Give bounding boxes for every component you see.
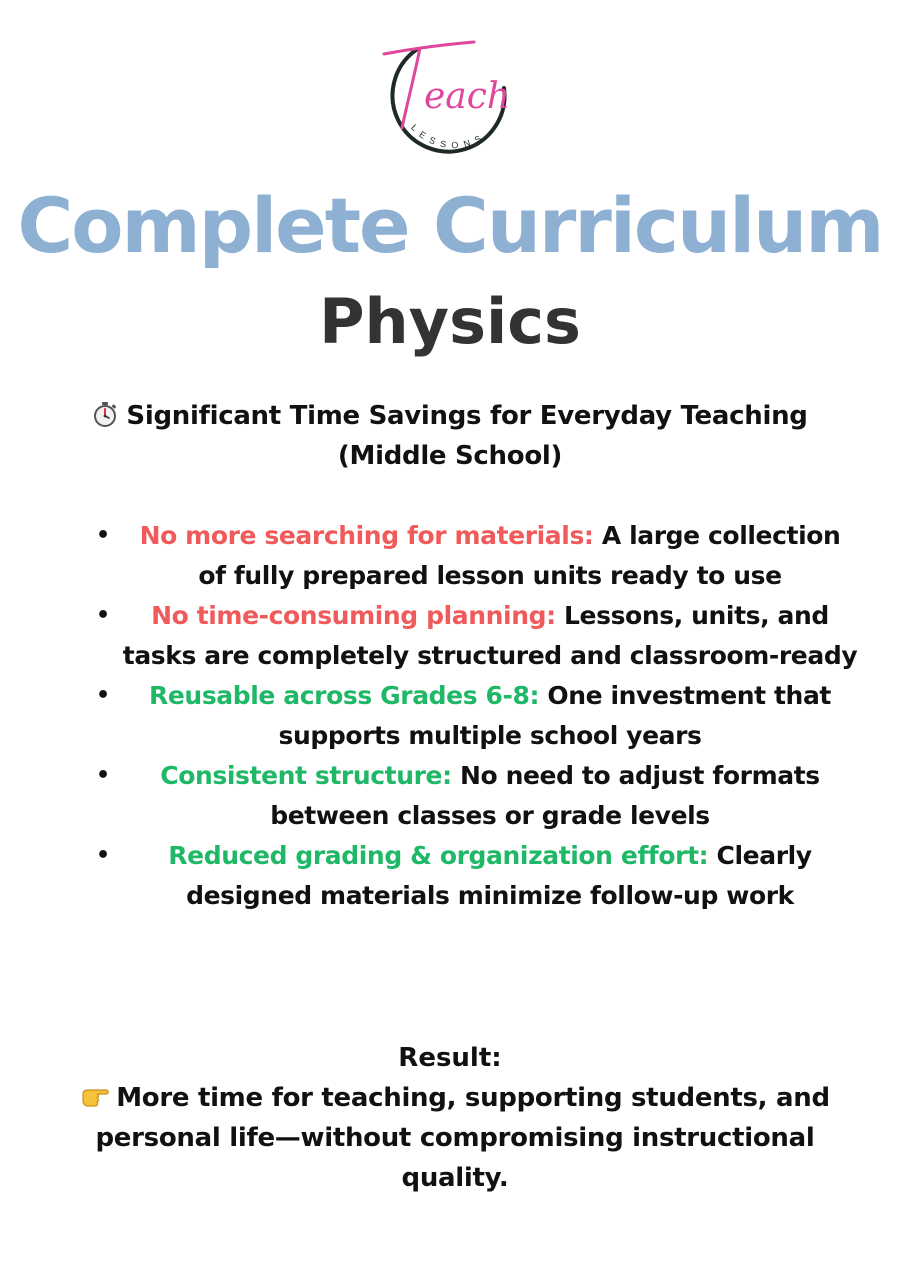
bullet: • [96, 763, 110, 788]
bullet: • [96, 523, 110, 548]
bullet: • [96, 843, 110, 868]
list-item [88, 836, 858, 916]
bullet: • [96, 603, 110, 628]
page-title: Complete Curriculum [17, 181, 883, 270]
logo-ring-text: LESSONS [409, 122, 489, 151]
tagline-line-1: Significant Time Savings for Everyday Teaching [126, 401, 808, 431]
pointing-hand-icon [80, 1081, 110, 1105]
benefit-text: Clearly designed materials minimize follow-up work [186, 841, 812, 910]
list-item [88, 676, 858, 756]
benefit-highlight: Reduced grading & organization effort: [168, 841, 709, 870]
benefits-list [88, 516, 858, 916]
benefit-highlight: No time-consuming planning: [151, 601, 556, 630]
bullet: • [96, 683, 110, 708]
benefit-highlight: No more searching for materials: [139, 521, 594, 550]
tagline-line-2: (Middle School) [337, 441, 563, 471]
teach-lessons-logo [376, 28, 526, 158]
logo-script-text: each [424, 76, 511, 117]
result-body: More time for teaching, supporting students, and personal life—without compromising instructional quality. [95, 1083, 830, 1193]
list-item [88, 516, 858, 596]
list-item [88, 596, 858, 676]
benefit-text: A large collection of fully prepared lesson units ready to use [198, 521, 841, 590]
benefit-highlight: Consistent structure: [160, 761, 452, 790]
benefit-text: Lessons, units, and tasks are completely structured and classroom-ready [122, 601, 858, 670]
benefit-text: No need to adjust formats between classes or grade levels [270, 761, 820, 830]
tagline [40, 396, 860, 476]
benefit-text: One investment that supports multiple school years [278, 681, 831, 750]
result-label: Result: [398, 1043, 502, 1073]
stopwatch-icon [92, 399, 118, 425]
result-text [70, 1078, 840, 1198]
list-item [88, 756, 858, 836]
page-subtitle: Physics [319, 285, 581, 358]
benefit-highlight: Reusable across Grades 6-8: [149, 681, 540, 710]
